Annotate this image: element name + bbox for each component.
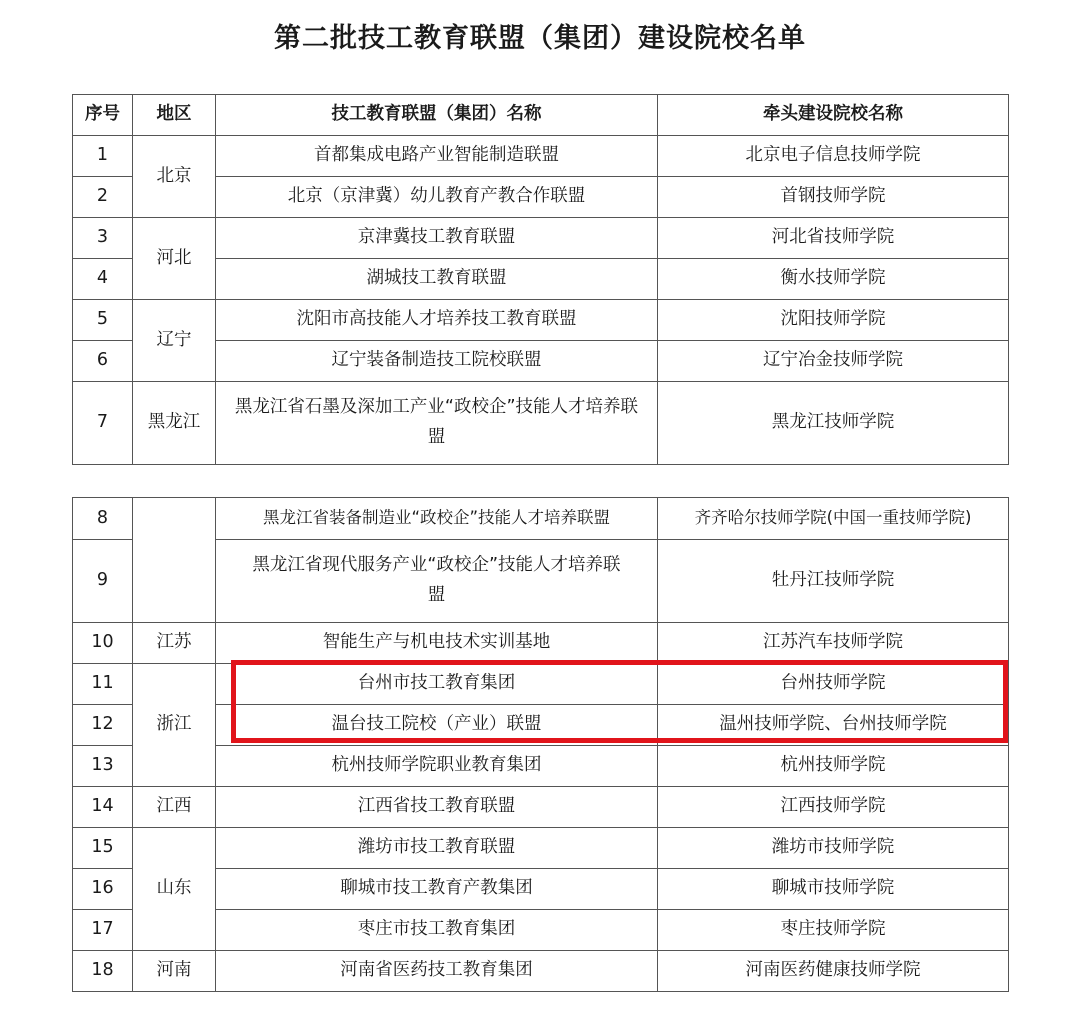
header-alliance: 技工教育联盟（集团）名称: [216, 95, 658, 136]
school-cell: 枣庄技师学院: [658, 910, 1009, 951]
header-region: 地区: [133, 95, 216, 136]
region-cell: 江苏: [133, 623, 216, 664]
alliance-cell: 首都集成电路产业智能制造联盟: [216, 136, 658, 177]
alliance-cell: 京津冀技工教育联盟: [216, 218, 658, 259]
seq-cell: 11: [73, 664, 133, 705]
alliance-cell: 河南省医药技工教育集团: [216, 951, 658, 992]
seq-cell: 14: [73, 787, 133, 828]
school-cell: 聊城市技师学院: [658, 869, 1009, 910]
region-cell: 江西: [133, 787, 216, 828]
seq-cell: 6: [73, 341, 133, 382]
school-cell: 江西技师学院: [658, 787, 1009, 828]
school-cell: 首钢技师学院: [658, 177, 1009, 218]
seq-cell: 17: [73, 910, 133, 951]
alliance-cell: 枣庄市技工教育集团: [216, 910, 658, 951]
school-cell: 杭州技师学院: [658, 746, 1009, 787]
alliance-cell: 湖城技工教育联盟: [216, 259, 658, 300]
school-cell: 北京电子信息技师学院: [658, 136, 1009, 177]
school-cell: 河南医药健康技师学院: [658, 951, 1009, 992]
header-seq: 序号: [73, 95, 133, 136]
region-cell: 辽宁: [133, 300, 216, 382]
table-row: [73, 951, 1009, 992]
region-cell: [133, 498, 216, 623]
seq-cell: 2: [73, 177, 133, 218]
header-row: [73, 95, 1009, 136]
school-cell: 牡丹江技师学院: [658, 540, 1009, 623]
alliance-cell: 沈阳市高技能人才培养技工教育联盟: [216, 300, 658, 341]
alliance-cell: 辽宁装备制造技工院校联盟: [216, 341, 658, 382]
school-cell: 齐齐哈尔技师学院(中国一重技师学院): [658, 498, 1009, 540]
school-cell: 温州技师学院、台州技师学院: [658, 705, 1009, 746]
seq-cell: 16: [73, 869, 133, 910]
alliance-cell: 北京（京津冀）幼儿教育产教合作联盟: [216, 177, 658, 218]
seq-cell: 10: [73, 623, 133, 664]
seq-cell: 18: [73, 951, 133, 992]
seq-cell: 5: [73, 300, 133, 341]
region-cell: 黑龙江: [133, 382, 216, 465]
table-row: [73, 218, 1009, 259]
alliance-cell: 黑龙江省装备制造业“政校企”技能人才培养联盟: [216, 498, 658, 540]
alliance-cell: 潍坊市技工教育联盟: [216, 828, 658, 869]
school-cell: 黑龙江技师学院: [658, 382, 1009, 465]
table-row: [73, 300, 1009, 341]
seq-cell: 4: [73, 259, 133, 300]
region-cell: 河南: [133, 951, 216, 992]
seq-cell: 12: [73, 705, 133, 746]
page-title: 第二批技工教育联盟（集团）建设院校名单: [274, 23, 806, 54]
school-cell: 江苏汽车技师学院: [658, 623, 1009, 664]
seq-cell: 1: [73, 136, 133, 177]
region-cell: 浙江: [133, 664, 216, 787]
seq-cell: 3: [73, 218, 133, 259]
region-cell: 山东: [133, 828, 216, 951]
table-row: [73, 498, 1009, 540]
table-row: [73, 623, 1009, 664]
school-cell: 台州技师学院: [658, 664, 1009, 705]
header-school: 牵头建设院校名称: [658, 95, 1009, 136]
alliance-cell: 黑龙江省石墨及深加工产业“政校企”技能人才培养联盟: [216, 382, 658, 465]
school-cell: 沈阳技师学院: [658, 300, 1009, 341]
school-cell: 辽宁冶金技师学院: [658, 341, 1009, 382]
seq-cell: 7: [73, 382, 133, 465]
table-row: [73, 828, 1009, 869]
alliance-cell: 江西省技工教育联盟: [216, 787, 658, 828]
table-row: [73, 382, 1009, 465]
seq-cell: 9: [73, 540, 133, 623]
alliance-table-part-1: [72, 94, 1009, 465]
seq-cell: 13: [73, 746, 133, 787]
table-row: [73, 136, 1009, 177]
alliance-cell: 智能生产与机电技术实训基地: [216, 623, 658, 664]
alliance-cell: 温台技工院校（产业）联盟: [216, 705, 658, 746]
alliance-cell: 聊城市技工教育产教集团: [216, 869, 658, 910]
alliance-cell: 黑龙江省现代服务产业“政校企”技能人才培养联盟: [216, 540, 658, 623]
alliance-cell: 杭州技师学院职业教育集团: [216, 746, 658, 787]
school-cell: 衡水技师学院: [658, 259, 1009, 300]
seq-cell: 15: [73, 828, 133, 869]
table-row: [73, 787, 1009, 828]
school-cell: 河北省技师学院: [658, 218, 1009, 259]
region-cell: 河北: [133, 218, 216, 300]
region-cell: 北京: [133, 136, 216, 218]
alliance-table-part-2: [72, 497, 1009, 992]
seq-cell: 8: [73, 498, 133, 540]
alliance-cell: 台州市技工教育集团: [216, 664, 658, 705]
table-row: [73, 664, 1009, 705]
school-cell: 潍坊市技师学院: [658, 828, 1009, 869]
